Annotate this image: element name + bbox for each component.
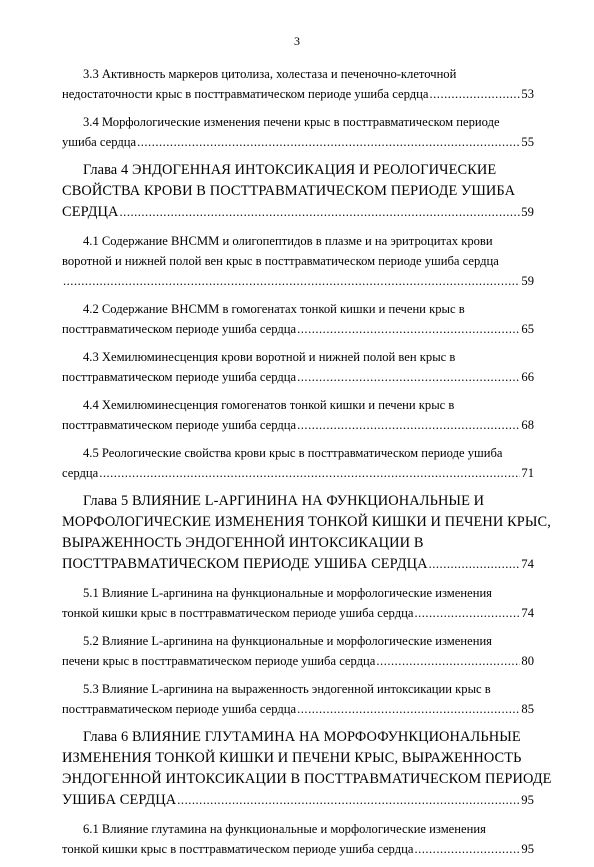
toc-entry-title-line: ВЫРАЖЕННОСТЬ ЭНДОГЕННОЙ ИНТОКСИКАЦИИ В <box>62 535 424 551</box>
dot-leader <box>414 839 520 859</box>
toc-entry-title-line: тонкой кишки крыс в посттравматическом периоде ушиба сердца <box>62 842 414 856</box>
toc-section-entry[interactable] <box>62 679 534 719</box>
toc-entry-title-line: ПОСТТРАВМАТИЧЕСКОМ ПЕРИОДЕ УШИБА СЕРДЦА <box>62 556 428 572</box>
toc-entry-title-line: недостаточности крыс в посттравматическом периоде ушиба сердца <box>62 87 429 101</box>
toc-entry-last-line <box>62 132 534 152</box>
toc-entry-last-line <box>62 603 534 623</box>
toc-entry-title-line: 3.4 Морфологические изменения печени крыс в посттравматическом периоде <box>83 115 500 129</box>
toc-entry-last-line <box>62 790 534 811</box>
toc-entry-title-line: 4.4 Хемилюминесценция гомогенатов тонкой кишки и печени крыс в <box>83 398 455 412</box>
toc-section-entry[interactable] <box>62 347 534 387</box>
toc-entry-title-line: 5.1 Влияние L-аргинина на функциональные и морфологические изменения <box>83 586 492 600</box>
toc-entry-title-line: 4.5 Реологические свойства крови крыс в посттравматическом периоде ушиба <box>83 446 503 460</box>
toc-entry-last-line <box>62 651 534 671</box>
toc-section-entry[interactable] <box>62 231 534 291</box>
toc-page-number: 95 <box>521 842 534 856</box>
toc-entry-title-line: 4.3 Хемилюминесценция крови воротной и нижней полой вен крыс в <box>83 350 456 364</box>
toc-entry-last-line <box>62 463 534 483</box>
toc-entry-title-line: 3.3 Активность маркеров цитолиза, холестаза и печеночно-клеточной <box>83 67 457 81</box>
dot-leader <box>297 367 520 387</box>
toc-entry-title-line: 4.2 Содержание ВНСММ в гомогенатах тонкой кишки и печени крыс в <box>83 302 465 316</box>
toc-page-number: 74 <box>521 557 534 571</box>
toc-entry-title-line: Глава 5 ВЛИЯНИЕ L-АРГИНИНА НА ФУНКЦИОНАЛЬНЫЕ И <box>83 493 485 509</box>
toc-chapter-entry[interactable] <box>62 160 534 223</box>
toc-entry-title-line: ИЗМЕНЕНИЯ ТОНКОЙ КИШКИ И ПЕЧЕНИ КРЫС, ВЫРАЖЕННОСТЬ <box>62 750 522 766</box>
toc-entry-last-line <box>62 271 534 291</box>
toc-page-number: 80 <box>521 654 534 668</box>
toc-section-entry[interactable] <box>62 443 534 483</box>
toc-page-number: 95 <box>521 793 534 807</box>
toc-entry-last-line <box>62 415 534 435</box>
toc-entry-title-line: Глава 4 ЭНДОГЕННАЯ ИНТОКСИКАЦИЯ И РЕОЛОГИЧЕСКИЕ <box>83 162 497 178</box>
toc-page-number: 55 <box>521 135 534 149</box>
dot-leader <box>297 319 520 339</box>
toc-entry-last-line <box>62 84 534 104</box>
toc-page-number: 59 <box>521 274 534 288</box>
toc-section-entry[interactable] <box>62 819 534 859</box>
dot-leader <box>177 790 520 811</box>
toc-entry-title-line: сердца <box>62 466 99 480</box>
toc-entry-title-line: посттравматическом периоде ушиба сердца <box>62 418 297 432</box>
toc-page-number: 74 <box>521 606 534 620</box>
toc-entry-title-line: тонкой кишки крыс в посттравматическом периоде ушиба сердца <box>62 606 414 620</box>
toc-page-number: 59 <box>521 205 534 219</box>
page-number: 3 <box>294 34 300 48</box>
toc-section-entry[interactable] <box>62 299 534 339</box>
toc-page-number: 66 <box>521 370 534 384</box>
toc-section-entry[interactable] <box>62 631 534 671</box>
toc-section-entry[interactable] <box>62 395 534 435</box>
dot-leader <box>297 699 520 719</box>
toc-entry-title-line: ЭНДОГЕННОЙ ИНТОКСИКАЦИИ В ПОСТТРАВМАТИЧЕСКОМ ПЕРИОДЕ <box>62 771 552 787</box>
toc-section-entry[interactable] <box>62 112 534 152</box>
toc-entry-title-line: СВОЙСТВА КРОВИ В ПОСТТРАВМАТИЧЕСКОМ ПЕРИОДЕ УШИБА <box>62 183 516 199</box>
toc-page-number: 65 <box>521 322 534 336</box>
toc-entry-title-line: посттравматическом периоде ушиба сердца <box>62 322 297 336</box>
toc-page-number: 68 <box>521 418 534 432</box>
toc-page-number: 71 <box>521 466 534 480</box>
toc-entry-title-line: ушиба сердца <box>62 135 137 149</box>
toc-entry-title-line: посттравматическом периоде ушиба сердца <box>62 370 297 384</box>
dot-leader <box>120 202 521 223</box>
toc-entry-last-line <box>62 367 534 387</box>
toc-entry-title-line: 6.1 Влияние глутамина на функциональные и морфологические изменения <box>83 822 486 836</box>
toc-chapter-entry[interactable] <box>62 491 551 575</box>
table-of-contents <box>62 64 552 867</box>
dot-leader <box>137 132 520 152</box>
toc-entry-last-line <box>62 202 534 223</box>
toc-entry-title-line: воротной и нижней полой вен крыс в посттравматическом периоде ушиба сердца <box>62 254 499 268</box>
toc-page-number: 53 <box>521 87 534 101</box>
dot-leader <box>430 84 521 104</box>
toc-entry-title-line: УШИБА СЕРДЦА <box>62 792 177 808</box>
toc-entry-title-line: 4.1 Содержание ВНСММ и олигопептидов в плазме и на эритроцитах крови <box>83 234 493 248</box>
toc-entry-last-line <box>62 554 534 575</box>
toc-entry-title-line: 5.2 Влияние L-аргинина на функциональные и морфологические изменения <box>83 634 492 648</box>
toc-entry-title-line: МОРФОЛОГИЧЕСКИЕ ИЗМЕНЕНИЯ ТОНКОЙ КИШКИ И ПЕЧЕНИ КРЫС, <box>62 514 551 530</box>
dot-leader <box>414 603 520 623</box>
toc-section-entry[interactable] <box>62 64 534 104</box>
toc-chapter-entry[interactable] <box>62 727 552 811</box>
toc-entry-title-line: 5.3 Влияние L-аргинина на выраженность эндогенной интоксикации крыс в <box>83 682 491 696</box>
toc-entry-title-line: СЕРДЦА <box>62 204 119 220</box>
dot-leader <box>429 554 521 575</box>
toc-entry-last-line <box>62 319 534 339</box>
toc-entry-title-line: печени крыс в посттравматическом периоде ушиба сердца <box>62 654 376 668</box>
toc-section-entry[interactable] <box>62 583 534 623</box>
dot-leader <box>63 271 520 291</box>
toc-page-number: 85 <box>521 702 534 716</box>
dot-leader <box>297 415 520 435</box>
dot-leader <box>376 651 520 671</box>
dot-leader <box>99 463 520 483</box>
toc-entry-title-line: посттравматическом периоде ушиба сердца <box>62 702 297 716</box>
toc-entry-title-line: Глава 6 ВЛИЯНИЕ ГЛУТАМИНА НА МОРФОФУНКЦИОНАЛЬНЫЕ <box>83 729 521 745</box>
toc-entry-last-line <box>62 699 534 719</box>
toc-entry-last-line <box>62 839 534 859</box>
